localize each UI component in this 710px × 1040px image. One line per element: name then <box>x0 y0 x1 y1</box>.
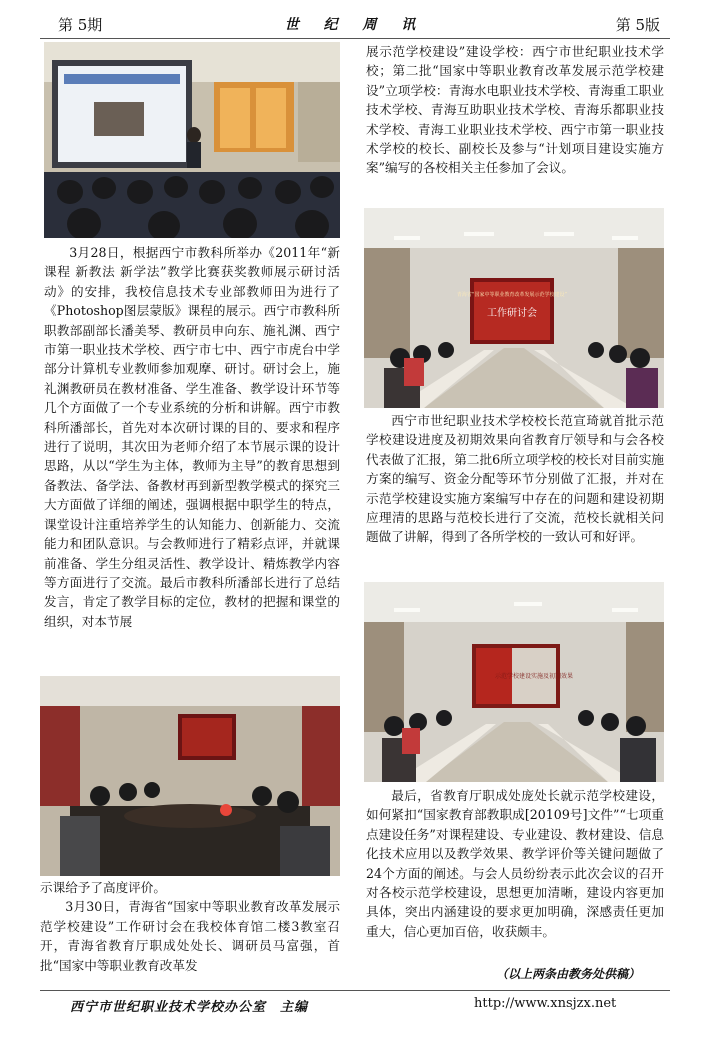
article1-paragraph: 3月28日，根据西宁市教科所举办《2011年“新课程 新教法 新学法”教学比赛获奖教师展示研讨活动》的安排，我校信息技术专业部教师田为进行了《Photoshop图层蒙版》课程的展示。西宁市教科所职教部副部长潘美琴、教研员申向东、施礼渊、西宁市第一职业技术学校、西宁市七中、西宁市虎台中学部分计算机专业教师参加观摩、研讨。研讨会上，施礼渊教研员在教材准备、学生准备、教学设计环节等几个方面做了一个专业系统的分析和讲解。西宁市教科所潘部长，首先对本次研讨课的目的、要求和程序进行了说明，其次田为老师介绍了本节展示课的设计思路，从以“学生为主体，教师为主导”的教育思想到备教法、备学法、备教材再到新型教学模式的探究三大方面做了详细的阐述，强调根据中职学生的特点，课堂设计注重培养学生的认知能力、创新能力、交流能力和团队意识。与会教师进行了精彩点评，并就课前准备、学生分组灵活性、教学设计、精炼教学内容等方面进行了交流。最后市教科所潘部长进行了总结发言，肯定了教学目标的定位，教材的把握和课堂的组织，对本节展 <box>44 245 340 629</box>
contributor-credit: （以上两条由教务处供稿） <box>496 967 641 981</box>
photo-conference-presentation <box>364 582 664 782</box>
page-header <box>40 8 670 36</box>
article2-paragraph-continued: 展示范学校建设”建设学校：西宁市世纪职业技术学校；第二批“国家中等职业教育改革发展示范学校建设”立项学校：青海水电职业技术学校、青海重工职业技术学校、青海互助职业技术学校、青海乐都职业技术学校、青海工业职业技术学校、西宁市第一职业技术学校的校长、副校长及参与“计划项目建设实施方案”编写的各校相关主任参加了会议。 <box>366 44 664 176</box>
photo-conference-room <box>364 208 664 408</box>
photo-classroom <box>44 42 340 238</box>
header-rule <box>40 38 670 39</box>
left-column-text-continued <box>40 878 340 978</box>
article2-paragraph: 3月30日，青海省“国家中等职业教育改革发展示范学校建设”工作研讨会在我校体育馆二楼3教室召开，青海省教育厅职成处处长、调研员马富强，首批“国家中等职业教育改革发 <box>40 899 340 973</box>
issue-number: 第 5期 <box>58 16 103 34</box>
photo-meeting-room <box>40 676 340 876</box>
article3-conclusion: 最后，省教育厅职成处庞处长就示范学校建设，如何紧扣“国家教育部教职成[20109号]文件”“七项重点建设任务”对课程建设、专业建设、教材建设、信息化技术应用以及教学效果、教学评价等关键问题做了24个方面的阐述。与会人员纷纷表示此次会议的召开对各校示范学校建设，思想更加清晰，建设内容更加具体，突出内涵建设的要求更加明确，深感责任更加重大，信心更加百倍，收获颇丰。 <box>366 788 664 939</box>
left-column-text <box>44 243 340 668</box>
right-column-text-end <box>366 786 664 964</box>
editor-credit: 西宁市世纪职业技术学校办公室 主编 <box>70 1000 309 1015</box>
right-column-text <box>366 42 664 202</box>
newsletter-title: 世 纪 周 讯 <box>284 17 426 33</box>
screen-subtitle: 青海省“国家中等职业教育改革发展示范学校建设” <box>456 292 568 298</box>
article1-paragraph-end: 示课给予了高度评价。 <box>40 880 166 895</box>
article3-paragraph: 西宁市世纪职业技术学校校长范宣琦就首批示范学校建设进度及初期效果向省教育厅领导和与会各校代表做了汇报，第二批6所立项学校的校长对目前实施方案的编写、资金分配等环节分别做了汇报，并对在示范学校建设实施方案编写中存在的问题和建设初期应理清的思路与范校长进行了交流，范校长就相关问题做了讲解，得到了各所学校的一致认可和好评。 <box>366 413 664 545</box>
page-number: 第 5版 <box>615 16 660 34</box>
right-column-text-middle <box>366 411 664 576</box>
website-url: http://www.xnsjzx.net <box>474 996 617 1011</box>
screen-slide-title: 示范学校建设实施及初期效果 <box>494 673 574 680</box>
footer-rule <box>40 990 670 991</box>
screen-title: 工作研讨会 <box>487 308 537 319</box>
